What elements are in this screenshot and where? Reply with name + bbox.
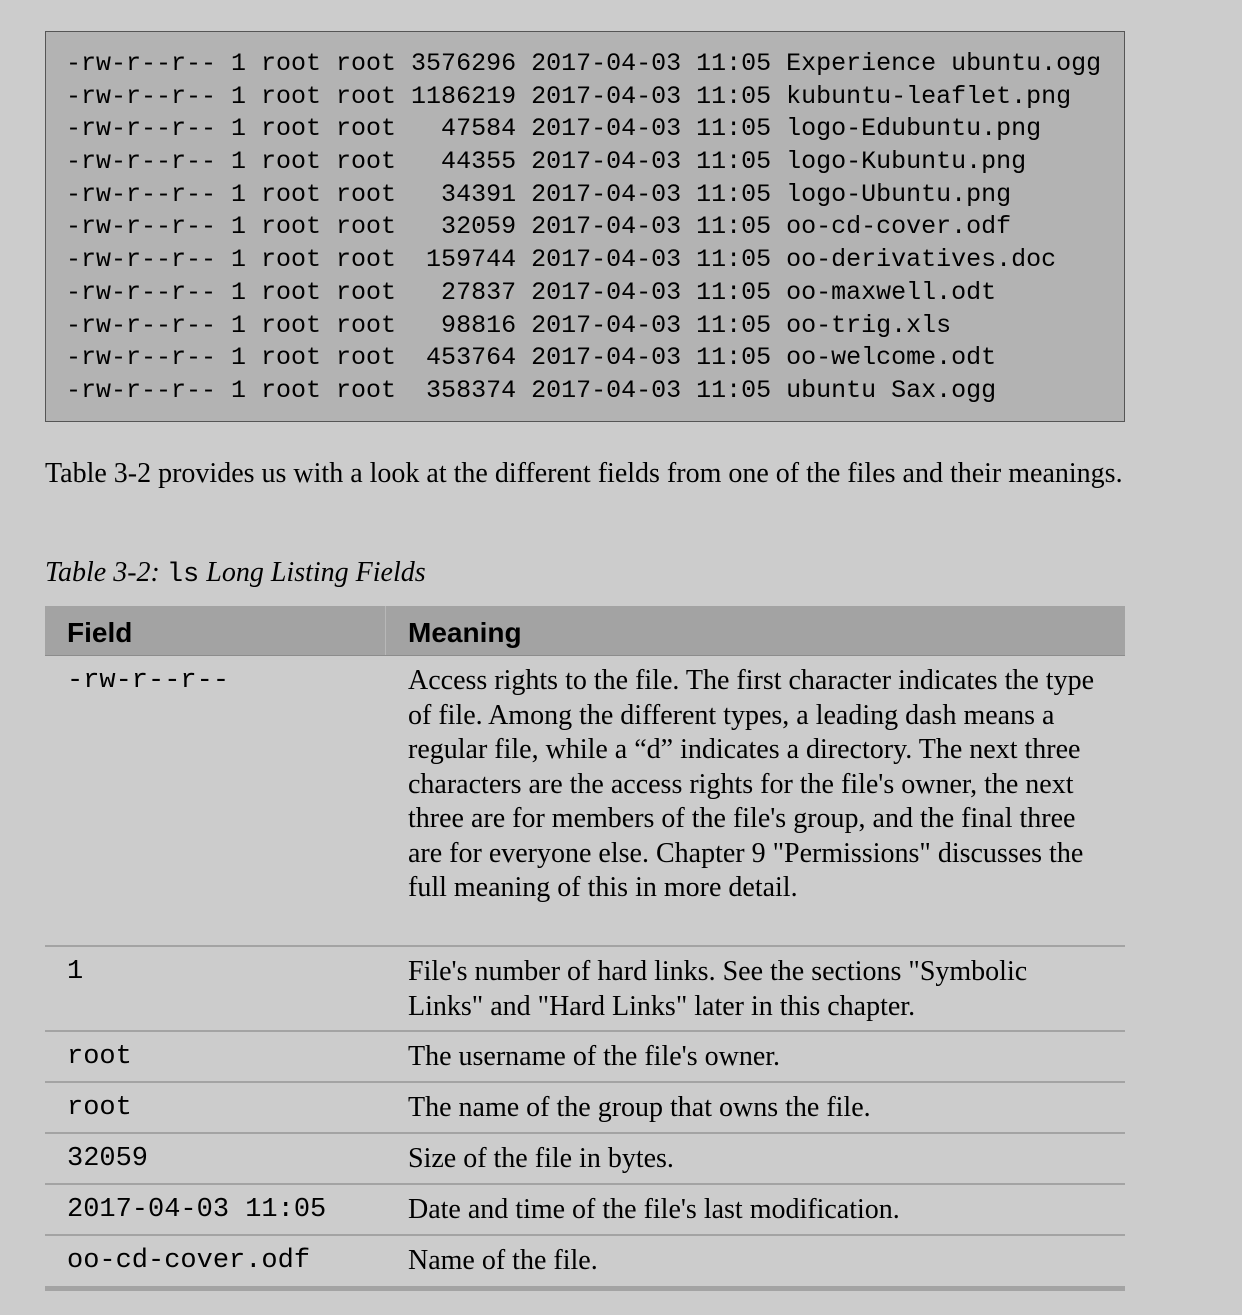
code-line: -rw-r--r-- 1 root root 358374 2017-04-03 11:05 ubuntu Sax.ogg [66,375,997,405]
caption-prefix: Table 3-2: [45,557,167,588]
header-meaning: Meaning [408,617,522,648]
table-caption [45,556,426,592]
code-line: -rw-r--r-- 1 root root 3576296 2017-04-03 11:05 Experience ubuntu.ogg [66,49,1102,78]
code-line: -rw-r--r-- 1 root root 47584 2017-04-03 11:05 logo-Edubuntu.png [66,114,1042,144]
code-line: -rw-r--r-- 1 root root 159744 2017-04-03 11:05 oo-derivatives.doc [66,245,1057,275]
row-meaning: Name of the file. [408,1245,598,1276]
table-row [45,1185,1125,1236]
table-row [45,947,1125,1032]
row-meaning: The name of the group that owns the file. [408,1092,871,1123]
code-line: -rw-r--r-- 1 root root 1186219 2017-04-03 11:05 kubuntu-leaflet.png [66,81,1072,111]
row-meaning: File's number of hard links. See the sections "Symbolic Links" and "Hard Links" later in this chapter. [408,956,1028,1022]
table-header [45,606,1125,656]
row-meaning: Date and time of the file's last modification. [408,1194,900,1225]
table-row [45,1134,1125,1185]
intro-paragraph: Table 3-2 provides us with a look at the different fields from one of the files and their meanings. [45,458,1123,489]
row-meaning: Size of the file in bytes. [408,1143,674,1174]
table-row [45,1236,1125,1286]
table-row [45,1083,1125,1134]
row-meaning: Access rights to the file. The first character indicates the type of file. Among the different types, a leading dash means a regular file, while a “d” indicates a directory. The next three characters are the access rights for the file's owner, the next three are for members of the file's group, and the final three are for everyone else. Chapter 9 "Permissions" discusses the full meaning of this in more detail. [408,665,1094,903]
code-listing [45,31,1125,422]
table-row [45,1032,1125,1083]
caption-command: ls [166,560,200,590]
code-line: -rw-r--r-- 1 root root 98816 2017-04-03 11:05 oo-trig.xls [66,310,952,340]
code-line: -rw-r--r-- 1 root root 34391 2017-04-03 11:05 logo-Ubuntu.png [66,179,1012,209]
row-field: 2017-04-03 11:05 [67,1195,327,1225]
fields-table [45,606,1125,1291]
row-field: 1 [67,957,84,987]
row-field: 32059 [67,1144,149,1174]
row-field: -rw-r--r-- [67,666,230,696]
row-field: oo-cd-cover.odf [67,1246,311,1276]
code-line: -rw-r--r-- 1 root root 453764 2017-04-03 11:05 oo-welcome.odt [66,343,997,373]
code-line: -rw-r--r-- 1 root root 32059 2017-04-03 11:05 oo-cd-cover.odf [66,212,1012,242]
row-field: root [67,1042,132,1072]
code-line: -rw-r--r-- 1 root root 27837 2017-04-03 11:05 oo-maxwell.odt [66,277,997,307]
header-field: Field [45,606,386,655]
caption-suffix: Long Listing Fields [199,557,426,588]
code-line: -rw-r--r-- 1 root root 44355 2017-04-03 11:05 logo-Kubuntu.png [66,147,1027,177]
row-field: root [67,1093,132,1123]
table-row [45,656,1125,947]
row-meaning: The username of the file's owner. [408,1041,781,1072]
